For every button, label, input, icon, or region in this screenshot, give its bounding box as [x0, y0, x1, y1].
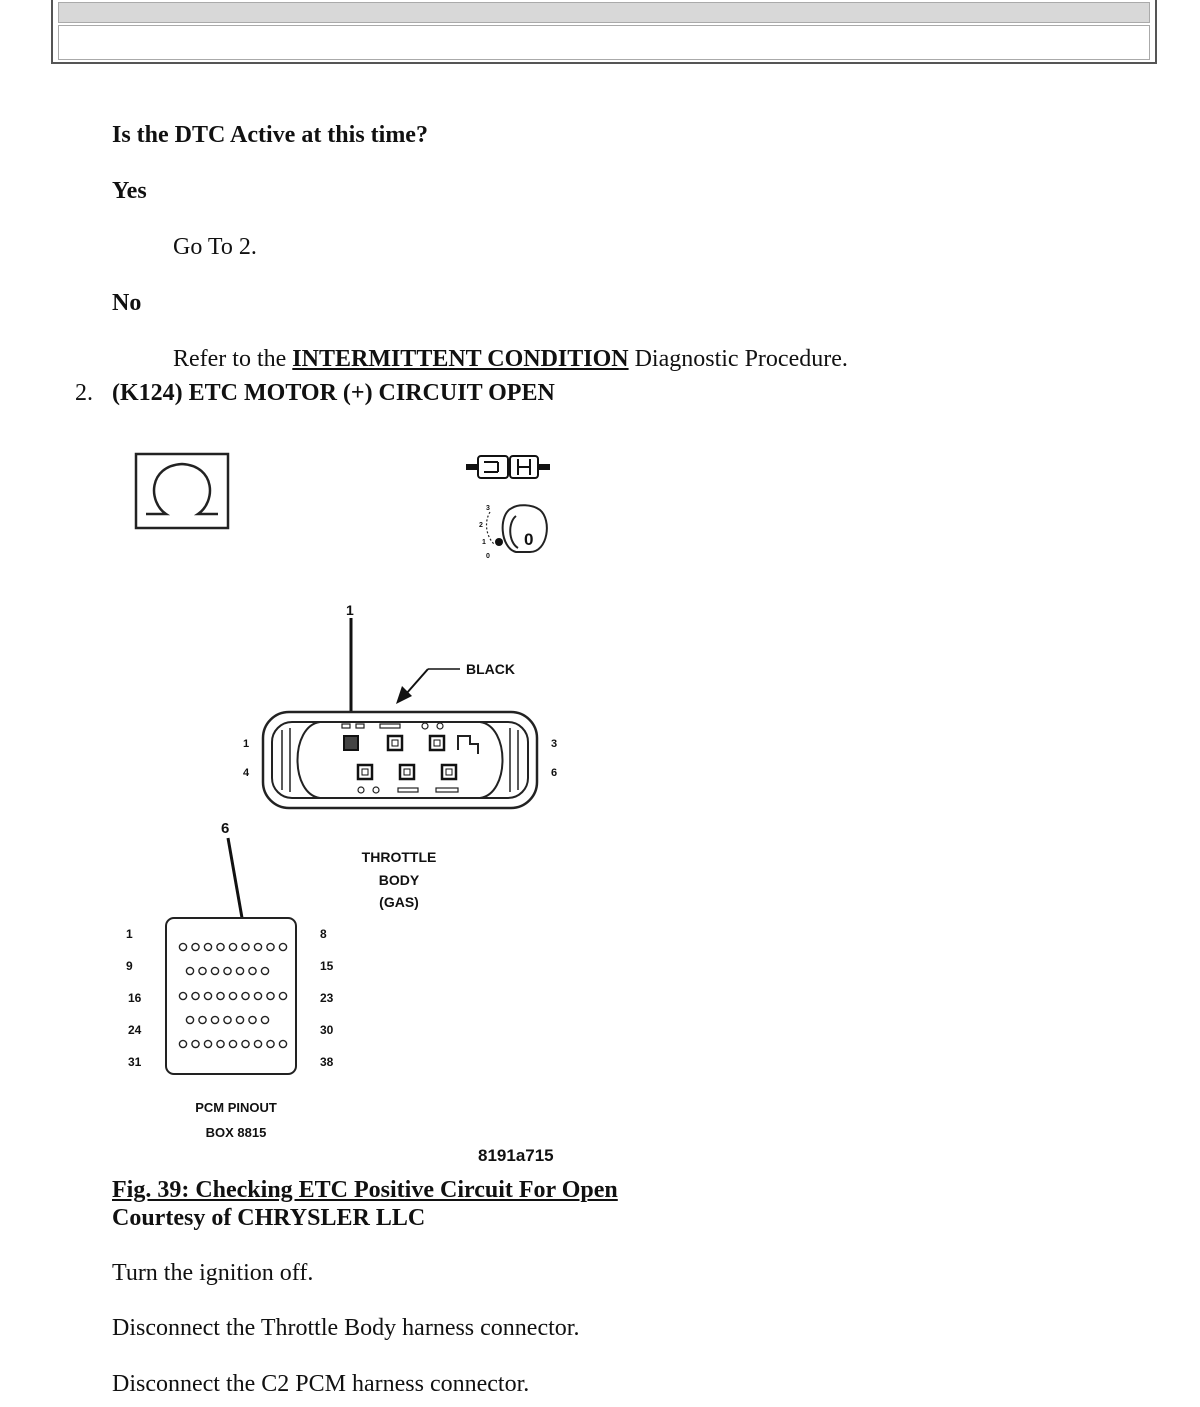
no-action-prefix: Refer to the — [173, 346, 287, 372]
ignition-position: 3 — [486, 505, 490, 512]
instruction-step: Turn the ignition off. — [112, 1260, 314, 1286]
pcm-pin — [192, 992, 199, 999]
pcm-row-start-number: 24 — [128, 1023, 142, 1037]
yes-label: Yes — [112, 178, 147, 204]
figure-code: 8191a715 — [478, 1146, 554, 1165]
pcm-pin — [179, 1040, 186, 1047]
step-number: 2. — [75, 380, 93, 406]
pcm-pin — [179, 943, 186, 950]
pcm-pin — [179, 992, 186, 999]
throttle-body-label: BODY — [378, 872, 420, 888]
throttle-body-label: (GAS) — [379, 894, 419, 910]
pcm-pin — [186, 1016, 193, 1023]
pcm-pin — [204, 992, 211, 999]
pcm-pin — [236, 967, 243, 974]
pcm-pin — [217, 1040, 224, 1047]
pcm-pin — [204, 1040, 211, 1047]
step-title: (K124) ETC MOTOR (+) CIRCUIT OPEN — [112, 380, 555, 406]
pcm-row-end-number: 30 — [320, 1023, 334, 1037]
pcm-pin — [279, 1040, 286, 1047]
pcm-pin — [267, 943, 274, 950]
pcm-pin — [204, 943, 211, 950]
pcm-pin — [199, 967, 206, 974]
pcm-pin — [254, 1040, 261, 1047]
ignition-position: 0 — [486, 553, 490, 560]
pcm-pin — [242, 1040, 249, 1047]
ignition-key-label: 0 — [524, 530, 534, 549]
pcm-pin — [236, 1016, 243, 1023]
pcm-row-end-number: 15 — [320, 959, 334, 973]
pcm-pin — [242, 992, 249, 999]
pcm-pin — [267, 992, 274, 999]
connector-color-label: BLACK — [466, 661, 515, 677]
pcm-pin — [229, 992, 236, 999]
yes-action: Go To 2. — [173, 234, 257, 260]
pcm-pin — [267, 1040, 274, 1047]
no-action-suffix: Diagnostic Procedure. — [634, 346, 848, 372]
no-label: No — [112, 290, 142, 316]
ohmmeter-icon — [136, 454, 228, 528]
connector-pin-number: 6 — [551, 767, 558, 779]
pcm-row-end-number: 23 — [320, 991, 334, 1005]
pcm-pin — [224, 967, 231, 974]
pcm-pin — [211, 967, 218, 974]
instruction-step: Disconnect the C2 PCM harness connector. — [112, 1371, 530, 1397]
figure-caption: Fig. 39: Checking ETC Positive Circuit For Open — [112, 1177, 618, 1203]
connector-pin-number: 3 — [551, 738, 558, 750]
ignition-position: 1 — [482, 539, 486, 546]
pcm-pin — [192, 1040, 199, 1047]
ignition-position: 2 — [479, 522, 483, 529]
pcm-pin — [254, 943, 261, 950]
connector-pin-number: 4 — [243, 767, 250, 779]
instruction-step: Disconnect the Throttle Body harness connector. — [112, 1315, 580, 1341]
pcm-label: BOX 8815 — [205, 1125, 267, 1140]
pcm-pin — [224, 1016, 231, 1023]
figure-courtesy: Courtesy of CHRYSLER LLC — [112, 1205, 426, 1231]
throttle-body-label: THROTTLE — [361, 849, 437, 865]
pcm-row-start-number: 9 — [126, 959, 133, 973]
pcm-pin — [217, 943, 224, 950]
pcm-pin — [254, 992, 261, 999]
pcm-pin — [211, 1016, 218, 1023]
pcm-pin — [199, 1016, 206, 1023]
pcm-pin — [279, 943, 286, 950]
pcm-pin — [242, 943, 249, 950]
pcm-row-start-number: 1 — [126, 927, 133, 941]
pcm-pin — [279, 992, 286, 999]
ignition-key-icon — [479, 505, 547, 560]
throttle-body-connector — [263, 712, 537, 808]
pcm-pin — [229, 943, 236, 950]
pcm-pin — [261, 967, 268, 974]
disconnected-connector-icon — [466, 456, 550, 478]
pcm-pinout-box — [166, 918, 296, 1074]
dtc-question: Is the DTC Active at this time? — [112, 122, 428, 148]
pcm-pin — [186, 967, 193, 974]
pointer-1-label: 1 — [346, 602, 354, 618]
pcm-pin — [249, 1016, 256, 1023]
pcm-pin — [249, 967, 256, 974]
pointer-6-label: 6 — [221, 820, 230, 837]
pcm-pin — [229, 1040, 236, 1047]
pcm-pin — [261, 1016, 268, 1023]
pcm-pin — [192, 943, 199, 950]
pcm-row-end-number: 8 — [320, 927, 327, 941]
pcm-row-end-number: 38 — [320, 1055, 334, 1069]
pcm-row-start-number: 31 — [128, 1055, 142, 1069]
connector-pin-number: 1 — [243, 738, 250, 750]
pcm-pin — [217, 992, 224, 999]
pcm-row-start-number: 16 — [128, 991, 142, 1005]
pcm-label: PCM PINOUT — [195, 1100, 277, 1115]
intermittent-condition-link[interactable]: INTERMITTENT CONDITION — [292, 346, 629, 372]
